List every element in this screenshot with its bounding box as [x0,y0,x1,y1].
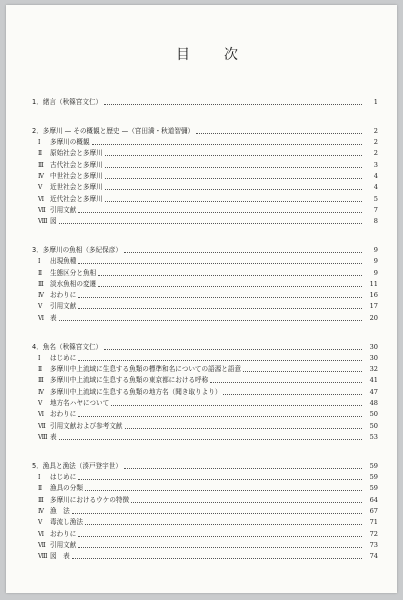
toc-entry [32,495,378,506]
dot-leader [125,428,362,429]
toc-section-heading [32,342,378,353]
dot-leader [196,133,362,134]
toc-entry-text: 地方名ハヤについて [50,399,110,408]
toc-heading-text: 4．魚名（秋篠宮文仁） [32,342,103,351]
dot-leader [78,212,362,213]
toc-heading-text: 3．多摩川の魚相（多紀保彦） [32,245,122,254]
dot-leader [105,178,362,179]
dot-leader [105,167,362,168]
toc-entry-text: 多摩川中上流域に生息する魚類の標準和名についての語源と語意 [50,365,242,374]
toc-entry-number: Ⅱ [38,366,43,374]
toc-entry [32,432,378,443]
table-of-contents [32,97,378,562]
toc-entry-number: Ⅷ [38,433,48,441]
dot-leader [92,144,362,145]
dot-leader [124,252,362,253]
toc-heading-text: 5．漁具と漁法（湊戸登宇世） [32,461,122,470]
toc-entry-number: Ⅶ [38,206,46,214]
toc-entry-text: おわりに [50,529,77,538]
toc-entry [32,517,378,528]
toc-entry-text: 表 [50,432,57,441]
dot-leader [78,308,362,309]
toc-page-number: 4 [373,183,378,192]
toc-entry-text: 近世社会と多摩川 [50,183,103,192]
dot-leader [98,286,362,287]
toc-entry-text: 引用文献 [50,302,77,311]
toc-section-heading [32,126,378,137]
dot-leader [124,468,362,469]
toc-entry [32,529,378,540]
toc-entry-number: Ⅵ [38,530,45,538]
toc-entry-number: Ⅳ [38,292,44,300]
toc-page-number: 74 [369,552,378,561]
toc-entry-text: 引用文献 [50,205,77,214]
toc-entry-text: 多摩川中上流域に生息する魚類の地方名（聞き取りより） [50,387,222,396]
section-gap [32,443,378,461]
dot-leader [131,502,362,503]
dot-leader [59,439,362,440]
toc-entry [32,353,378,364]
toc-page-number: 5 [373,194,378,203]
title-char-1: 目 [176,47,192,63]
dot-leader [104,349,362,350]
toc-entry-number: Ⅱ [38,269,43,277]
toc-entry-number: Ⅵ [38,314,45,322]
toc-entry-text: 近代社会と多摩川 [50,194,103,203]
toc-entry-text: 表 [50,313,57,322]
toc-page-number: 7 [373,205,378,214]
toc-entry [32,540,378,551]
dot-leader [78,479,362,480]
toc-entry-number: Ⅲ [38,161,44,169]
section-gap [32,324,378,342]
toc-entry-text: 毒流し漁法 [50,518,83,527]
dot-leader [210,382,362,383]
toc-page-number: 9 [373,257,378,266]
toc-heading-text: 2．多摩川 — その概観と歴史 —（宮田満・秋道智彌） [32,126,195,135]
dot-leader [105,189,362,190]
toc-entry-number: Ⅳ [38,507,44,515]
toc-entry-number: Ⅴ [38,400,43,408]
dot-leader [105,155,362,156]
dot-leader [78,416,362,417]
section-gap [32,108,378,126]
dot-leader [223,394,362,395]
toc-page-number: 1 [373,98,378,106]
toc-entry-text: 引用文献および参考文献 [50,421,123,430]
toc-entry-number: Ⅶ [38,422,46,430]
toc-entry-text: 漁具の分類 [50,484,83,493]
toc-entry-text: おわりに [50,291,77,300]
title-char-2: 次 [224,47,240,63]
toc-entry [32,256,378,267]
toc-entry-text: 中世社会と多摩川 [50,171,103,180]
toc-entry [32,137,378,148]
toc-entry-text: 生態区分と魚相 [50,268,97,277]
toc-page-number: 50 [369,421,378,430]
toc-section-heading [32,97,378,108]
toc-page-number: 20 [369,313,378,322]
toc-entry-number: Ⅰ [38,474,41,482]
toc-page-number: 2 [373,138,378,147]
toc-entry-text: はじめに [50,473,77,482]
toc-page-number: 48 [369,399,378,408]
toc-page-number: 73 [369,540,378,549]
toc-entry [32,398,378,409]
toc-entry-number: Ⅳ [38,172,44,180]
toc-entry-text: 図 [50,217,57,226]
toc-page-number: 8 [373,217,378,226]
toc-page-number: 71 [369,518,378,527]
toc-page-number: 30 [369,353,378,362]
toc-entry-text: 淡水魚相の変遷 [50,279,97,288]
dot-leader [72,513,362,514]
toc-entry [32,472,378,483]
toc-entry-number: Ⅴ [38,519,43,527]
toc-page-number: 17 [369,302,378,311]
toc-entry-number: Ⅲ [38,496,44,504]
toc-entry [32,313,378,324]
book-page [6,5,397,593]
toc-entry-text: 多摩川の概観 [50,138,90,147]
toc-entry-number: Ⅱ [38,150,43,158]
toc-page-number: 64 [369,495,378,504]
dot-leader [78,360,362,361]
toc-entry [32,551,378,562]
toc-entry-text: 多摩川におけるウケの特徴 [50,495,130,504]
toc-entry-text: 引用文献 [50,540,77,549]
toc-page-number: 72 [369,529,378,538]
dot-leader [59,320,362,321]
toc-page-number: 67 [369,506,378,515]
toc-entry [32,387,378,398]
toc-entry-text: 漁 法 [50,506,70,515]
toc-page-number: 47 [369,387,378,396]
toc-page-number: 11 [369,279,378,288]
toc-page-number: 16 [369,291,378,300]
toc-entry-number: Ⅴ [38,303,43,311]
toc-entry-number: Ⅳ [38,388,44,396]
toc-entry-number: Ⅲ [38,377,44,385]
toc-entry-text: 出現魚種 [50,257,77,266]
toc-page-number: 2 [373,149,378,158]
dot-leader [78,263,362,264]
toc-section-heading [32,461,378,472]
toc-entry [32,421,378,432]
toc-page-number: 9 [373,268,378,277]
dot-leader [78,536,362,537]
dot-leader [111,405,362,406]
toc-page-number: 53 [369,432,378,441]
dot-leader [78,297,362,298]
toc-entry [32,375,378,386]
toc-entry [32,171,378,182]
toc-entry [32,290,378,301]
toc-entry [32,483,378,494]
dot-leader [72,558,362,559]
toc-page-number: 59 [369,461,378,470]
toc-entry [32,160,378,171]
toc-entry-number: Ⅲ [38,280,44,288]
toc-entry-text: はじめに [50,353,77,362]
toc-entry-number: Ⅷ [38,218,48,226]
dot-leader [85,524,362,525]
dot-leader [85,490,362,491]
toc-entry-number: Ⅴ [38,184,43,192]
toc-page-number: 4 [373,171,378,180]
toc-entry-number: Ⅰ [38,354,41,362]
toc-entry-number: Ⅰ [38,258,41,266]
toc-page-number: 32 [369,365,378,374]
toc-entry-text: 原始社会と多摩川 [50,149,103,158]
toc-entry [32,194,378,205]
toc-entry [32,364,378,375]
toc-entry [32,205,378,216]
dot-leader [78,547,362,548]
toc-entry [32,301,378,312]
section-gap [32,227,378,245]
toc-page-number: 2 [373,126,378,135]
toc-entry-number: Ⅱ [38,485,43,493]
dot-leader [59,223,362,224]
toc-entry [32,409,378,420]
dot-leader [105,201,362,202]
toc-entry-number: Ⅵ [38,195,45,203]
toc-page-number: 59 [369,484,378,493]
toc-entry [32,148,378,159]
toc-entry-text: 多摩川中上流域に生息する魚類の東京都における呼称 [50,376,209,385]
toc-page-number: 41 [369,376,378,385]
toc-entry [32,216,378,227]
toc-page-number: 9 [373,245,378,254]
toc-entry [32,268,378,279]
toc-page-number: 3 [373,160,378,169]
toc-entry-number: Ⅷ [38,553,48,561]
toc-entry-number: Ⅰ [38,139,41,147]
dot-leader [104,104,362,105]
dot-leader [98,275,362,276]
toc-page-number: 59 [369,473,378,482]
toc-entry-number: Ⅶ [38,541,46,549]
dot-leader [243,371,362,372]
toc-entry [32,182,378,193]
toc-section-heading [32,245,378,256]
toc-entry [32,506,378,517]
toc-entry-number: Ⅵ [38,411,45,419]
toc-entry-text: おわりに [50,410,77,419]
toc-heading-text: 1．緒言（秋篠宮文仁） [32,98,103,106]
toc-entry-text: 図 表 [50,552,70,561]
toc-page-number: 30 [369,342,378,351]
toc-page-number: 50 [369,410,378,419]
toc-entry-text: 古代社会と多摩川 [50,160,103,169]
toc-entry [32,279,378,290]
